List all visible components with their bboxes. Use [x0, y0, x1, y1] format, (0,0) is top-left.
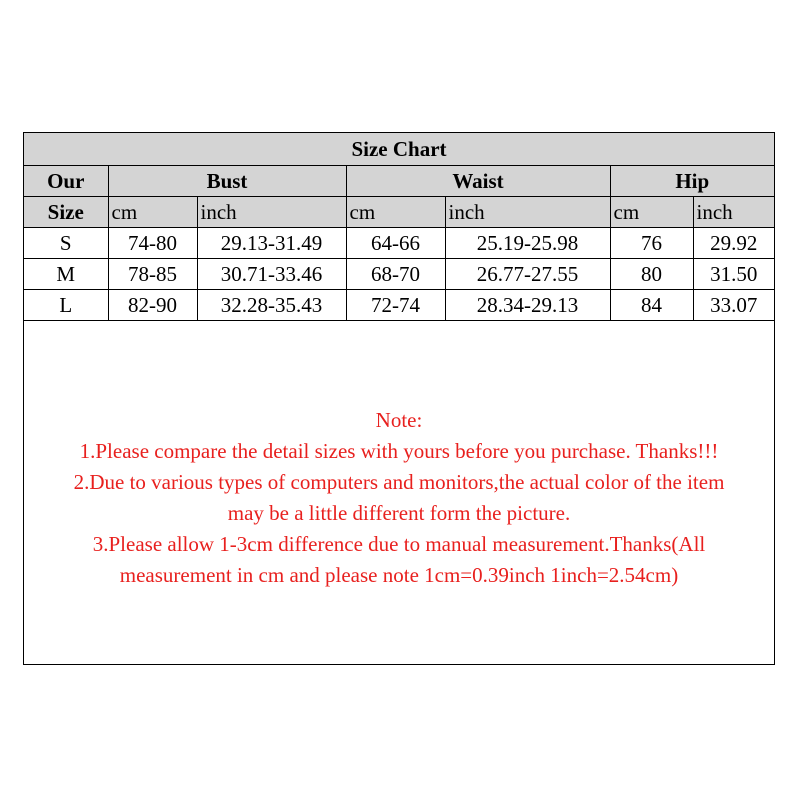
waist-cm-value: 64-66	[346, 228, 445, 259]
note-line: may be a little different form the picture.	[227, 501, 571, 525]
note-line: 2.Due to various types of computers and monitors,the actual color of the item	[73, 470, 725, 494]
chart-title: Size Chart	[24, 133, 774, 166]
waist-inch-unit: inch	[445, 197, 610, 228]
bust-inch-value: 29.13-31.49	[197, 228, 346, 259]
bust-cm-unit: cm	[108, 197, 197, 228]
waist-inch-value: 28.34-29.13	[445, 290, 610, 321]
size-chart-table	[24, 133, 774, 321]
hip-inch-value: 31.50	[693, 259, 774, 290]
waist-inch-value: 25.19-25.98	[445, 228, 610, 259]
bust-inch-value: 32.28-35.43	[197, 290, 346, 321]
hip-inch-unit: inch	[693, 197, 774, 228]
title-row	[24, 133, 774, 166]
hip-cm-value: 80	[610, 259, 693, 290]
note-block	[24, 405, 774, 591]
bust-cm-value: 82-90	[108, 290, 197, 321]
bust-cm-value: 74-80	[108, 228, 197, 259]
hip-inch-value: 33.07	[693, 290, 774, 321]
bust-inch-unit: inch	[197, 197, 346, 228]
waist-cm-unit: cm	[346, 197, 445, 228]
waist-cm-value: 68-70	[346, 259, 445, 290]
hip-header: Hip	[610, 166, 774, 197]
note-line: 3.Please allow 1-3cm difference due to manual measurement.Thanks(All	[92, 532, 706, 556]
bust-cm-value: 78-85	[108, 259, 197, 290]
size-label: M	[24, 259, 108, 290]
hip-cm-value: 84	[610, 290, 693, 321]
our-size-header-top: Our	[24, 166, 108, 197]
size-row-l	[24, 290, 774, 321]
hip-cm-value: 76	[610, 228, 693, 259]
group-header-row	[24, 166, 774, 197]
note-line: 1.Please compare the detail sizes with yours before you purchase. Thanks!!!	[79, 439, 719, 463]
waist-inch-value: 26.77-27.55	[445, 259, 610, 290]
note-heading: Note:	[375, 408, 423, 432]
our-size-header-bottom: Size	[24, 197, 108, 228]
size-label: S	[24, 228, 108, 259]
waist-header: Waist	[346, 166, 610, 197]
hip-inch-value: 29.92	[693, 228, 774, 259]
size-label: L	[24, 290, 108, 321]
size-row-s	[24, 228, 774, 259]
size-row-m	[24, 259, 774, 290]
waist-cm-value: 72-74	[346, 290, 445, 321]
unit-header-row	[24, 197, 774, 228]
note-line: measurement in cm and please note 1cm=0.39inch 1inch=2.54cm)	[119, 563, 679, 587]
bust-inch-value: 30.71-33.46	[197, 259, 346, 290]
hip-cm-unit: cm	[610, 197, 693, 228]
size-chart-frame	[23, 132, 775, 665]
bust-header: Bust	[108, 166, 346, 197]
